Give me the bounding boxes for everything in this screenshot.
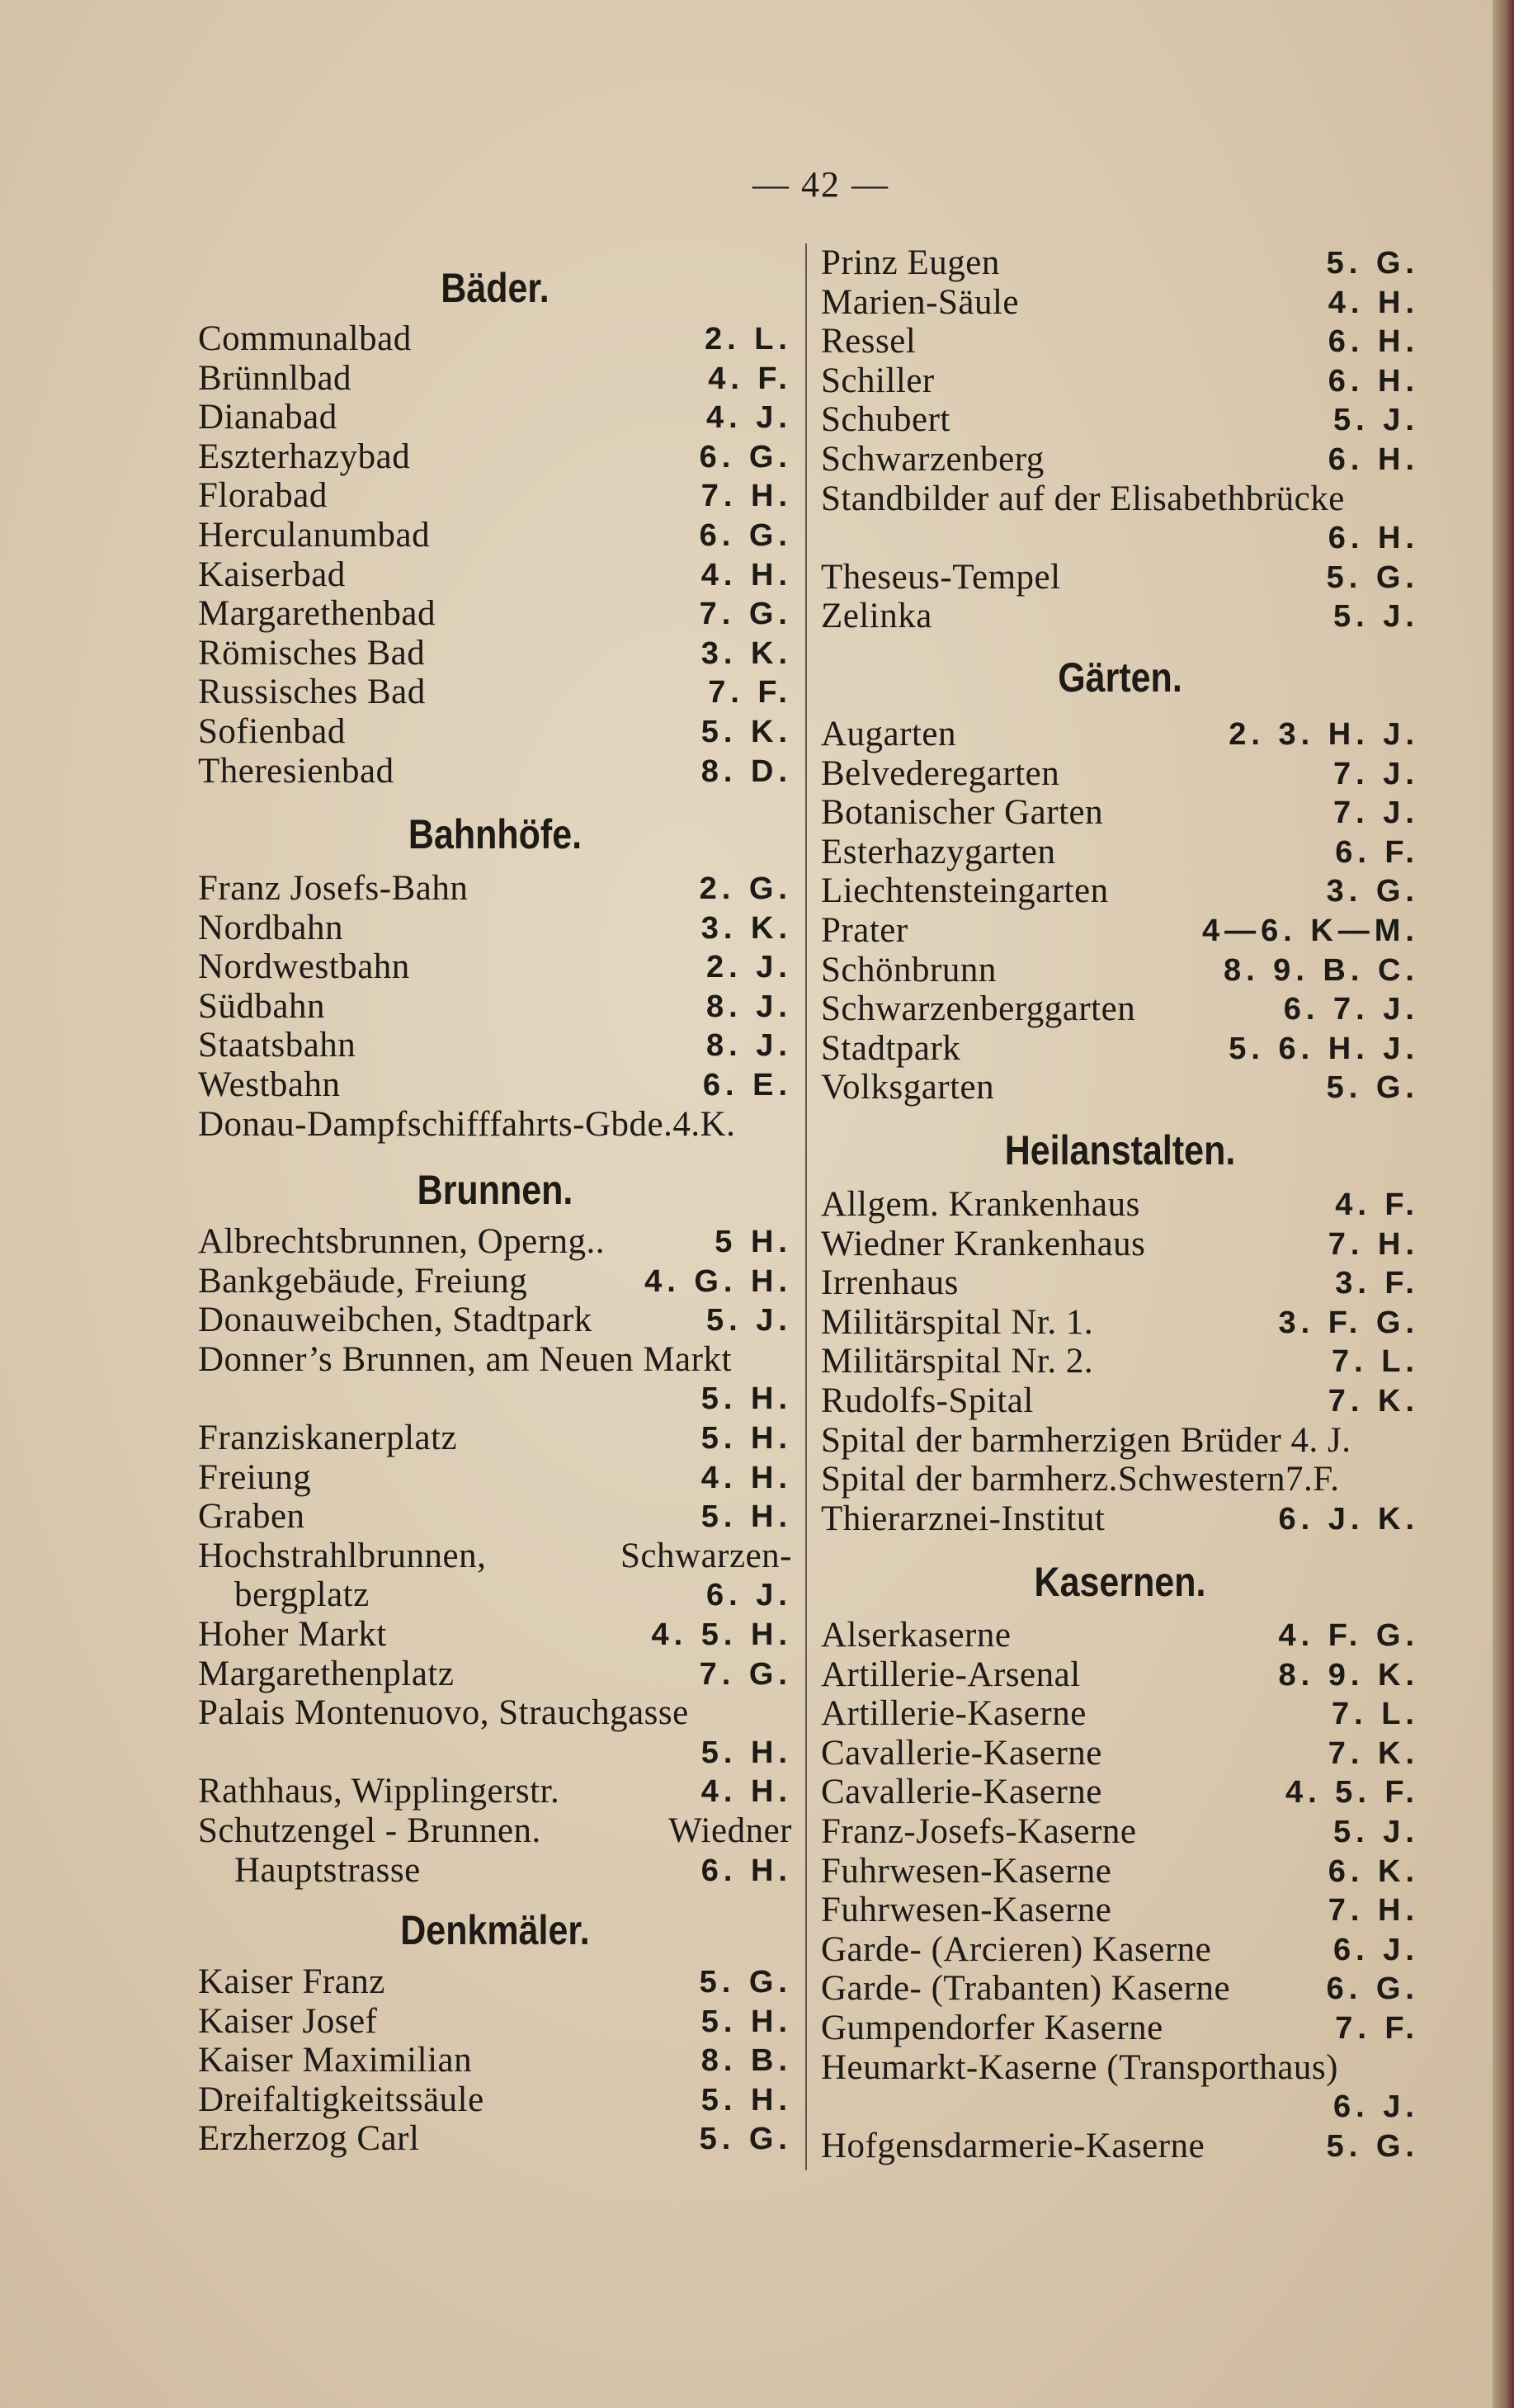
index-entry xyxy=(821,322,1419,361)
entry-name: Rudolfs-Spital xyxy=(821,1381,1034,1420)
entry-name: Garde- (Arcieren) Kaserne xyxy=(821,1929,1212,1969)
index-entry xyxy=(821,400,1419,440)
index-entry xyxy=(821,597,1419,636)
entry-name: Stadtpark xyxy=(821,1028,961,1068)
index-entry xyxy=(821,911,1419,951)
entry-name: Donner’s Brunnen, am Neuen Markt xyxy=(198,1339,732,1379)
map-reference: 4. 5. H. xyxy=(651,1617,792,1652)
entry-name: Herculanumbad xyxy=(198,516,431,555)
index-entry xyxy=(821,440,1419,479)
index-entry xyxy=(198,1301,792,1340)
entry-name: Schönbrunn xyxy=(821,950,997,989)
map-reference: 6. H. xyxy=(700,1853,792,1888)
entry-name: Schwarzenberggarten xyxy=(821,989,1136,1029)
map-reference: 5. H. xyxy=(700,1499,792,1535)
heading-kasernen: Kasernen. xyxy=(1034,1559,1206,1605)
map-reference: 7. J. xyxy=(1333,796,1419,831)
map-reference: 5. J. xyxy=(1333,403,1419,438)
index-entry xyxy=(821,1421,1419,1461)
map-reference: 6. G. xyxy=(1326,1971,1419,2007)
map-reference: 2. L. xyxy=(704,322,792,356)
map-reference: 5. J. xyxy=(706,1303,792,1339)
map-reference: 7. H. xyxy=(1328,1226,1419,1262)
heading-gaerten: Gärten. xyxy=(1058,654,1182,701)
map-reference: 8. B. xyxy=(700,2043,792,2079)
entry-name: Theseus-Tempel xyxy=(821,557,1061,597)
entry-name: Kaiser Franz xyxy=(198,1962,385,2001)
entry-name: Fuhrwesen-Kaserne xyxy=(821,1891,1112,1930)
index-entry xyxy=(198,1851,792,1891)
map-reference: 6. E. xyxy=(702,1068,792,1102)
entry-name: Nordbahn xyxy=(198,908,343,947)
index-entry xyxy=(821,1969,1419,2009)
heading-brunnen: Brunnen. xyxy=(417,1167,573,1213)
map-reference: 6. F. xyxy=(1335,834,1419,870)
heading-denkmaeler: Denkmäler. xyxy=(400,1907,590,1953)
index-entry xyxy=(821,1263,1419,1303)
entry-name: Hauptstrasse xyxy=(234,1850,421,1890)
entry-name: Militärspital Nr. 2. xyxy=(821,1342,1094,1381)
index-entry xyxy=(821,243,1419,283)
entry-name: Artillerie-Arsenal xyxy=(821,1655,1081,1694)
page-number: — 42 — xyxy=(752,164,889,205)
entry-name: Wiedner Krankenhaus xyxy=(821,1224,1146,1263)
entry-name: Donau-Dampfschifffahrts-Gbde.4.K. xyxy=(198,1104,736,1144)
map-reference: 4. F. G. xyxy=(1278,1618,1419,1653)
entry-name: Kaiserbad xyxy=(198,555,346,594)
map-reference: 3. K. xyxy=(700,635,792,671)
entry-name: Russisches Bad xyxy=(198,673,426,712)
index-entry xyxy=(821,1852,1419,1891)
entry-name: Freiung xyxy=(198,1457,312,1497)
map-reference: 8. J. xyxy=(706,1028,792,1064)
map-reference: 3. F. G. xyxy=(1278,1305,1419,1340)
index-entry xyxy=(821,754,1419,794)
entry-name: Nordwestbahn xyxy=(198,947,410,987)
map-reference: 5. H. xyxy=(700,1735,792,1770)
entry-name: Palais Montenuovo, Strauchgasse xyxy=(198,1693,689,1733)
map-reference: 6. J. xyxy=(1333,1932,1419,1967)
index-entry xyxy=(198,359,792,399)
index-entry xyxy=(198,1811,792,1851)
index-entry xyxy=(198,1615,792,1655)
map-reference: 6. J. xyxy=(1333,2089,1419,2125)
entry-name: Prater xyxy=(821,911,908,950)
map-reference: 7. K. xyxy=(1328,1384,1419,1419)
entry-name: Alserkaserne xyxy=(821,1616,1012,1655)
index-entry xyxy=(821,1381,1419,1421)
index-entry xyxy=(821,2087,1419,2127)
index-entry xyxy=(821,1499,1419,1539)
map-reference: 7. G. xyxy=(699,1656,792,1692)
entry-name: Heumarkt-Kaserne (Transporthaus) xyxy=(821,2047,1338,2087)
entry-name: Margarethenplatz xyxy=(198,1654,455,1693)
map-reference: 3. G. xyxy=(1326,874,1419,909)
map-reference: 7. F. xyxy=(1335,2011,1419,2046)
map-reference: 6. K. xyxy=(1328,1853,1419,1889)
entry-name: Cavallerie-Kaserne xyxy=(821,1733,1102,1773)
index-entry xyxy=(821,1773,1419,1812)
index-entry xyxy=(198,516,792,555)
entry-name: Franz-Josefs-Kaserne xyxy=(821,1812,1137,1851)
entry-name: Margarethenbad xyxy=(198,594,436,634)
index-entry xyxy=(821,793,1419,833)
entry-name: Cavallerie-Kaserne xyxy=(821,1773,1102,1812)
index-entry xyxy=(198,1497,792,1537)
entry-name: Dianabad xyxy=(198,398,337,437)
entry-name: Gumpendorfer Kaserne xyxy=(821,2009,1163,2047)
entry-name: Dreifaltigkeitssäule xyxy=(198,2080,484,2119)
entry-name: Römisches Bad xyxy=(198,633,426,673)
index-entry xyxy=(821,1225,1419,1264)
entry-name: Südbahn xyxy=(198,986,325,1026)
index-entry xyxy=(821,2048,1419,2088)
index-entry xyxy=(821,1342,1419,1381)
heading-heilanstalten: Heilanstalten. xyxy=(1004,1127,1236,1173)
map-reference: 4. J. xyxy=(706,400,792,436)
map-reference: 4. 5. F. xyxy=(1285,1775,1419,1811)
heading-bahnhoefe: Bahnhöfe. xyxy=(408,811,582,857)
entry-name: Schwarzenberg xyxy=(821,440,1045,479)
entry-name: Hofgensdarmerie-Kaserne xyxy=(821,2126,1205,2165)
index-entry xyxy=(821,2009,1419,2048)
map-reference: 5. G. xyxy=(699,2122,792,2157)
index-entry xyxy=(198,1772,792,1811)
index-entry xyxy=(198,1379,792,1419)
entry-name: Belvederegarten xyxy=(821,753,1060,793)
map-reference: 2. 3. H. J. xyxy=(1229,717,1419,752)
map-reference: 6. J. xyxy=(706,1578,792,1613)
index-entry xyxy=(198,987,792,1027)
index-entry xyxy=(821,1891,1419,1930)
index-entry xyxy=(821,1616,1419,1655)
map-reference: 2. G. xyxy=(699,871,792,906)
page-edge xyxy=(1493,0,1514,2408)
entry-name: Kaiser Josef xyxy=(198,2001,378,2041)
index-entry xyxy=(821,1812,1419,1852)
entry-name: Hochstrahlbrunnen, xyxy=(198,1536,487,1575)
map-reference: 7. J. xyxy=(1333,756,1419,791)
entry-name: Militärspital Nr. 1. xyxy=(821,1302,1094,1342)
index-entry xyxy=(198,869,792,909)
map-reference: 5. G. xyxy=(1326,2128,1419,2164)
entry-name: Fuhrwesen-Kaserne xyxy=(821,1851,1112,1891)
map-reference: 7. K. xyxy=(1328,1735,1419,1771)
map-reference: 6. G. xyxy=(699,439,792,475)
index-entry xyxy=(821,558,1419,597)
index-entry xyxy=(198,1340,792,1380)
heading-baeder: Bäder. xyxy=(441,265,549,311)
map-reference: 7. L. xyxy=(1331,1697,1419,1732)
map-reference: 6. H. xyxy=(1328,521,1419,556)
map-reference: 5. G. xyxy=(1326,1070,1419,1106)
map-reference: 7. H. xyxy=(700,479,792,514)
entry-name: Staatsbahn xyxy=(198,1026,356,1065)
map-reference: 5. H. xyxy=(700,1381,792,1417)
map-reference: 6. H. xyxy=(1328,324,1419,360)
entry-name: Botanischer Garten xyxy=(821,793,1104,833)
index-entry xyxy=(198,673,792,712)
index-entry xyxy=(198,319,792,359)
index-entry xyxy=(198,712,792,752)
entry-name: Thierarznei-Institut xyxy=(821,1499,1106,1538)
index-entry xyxy=(198,1105,792,1145)
entry-name: Graben xyxy=(198,1497,305,1537)
index-entry xyxy=(198,1065,792,1105)
entry-name: Franziskanerplatz xyxy=(198,1419,458,1457)
index-entry xyxy=(198,1026,792,1065)
map-reference: 4. F. xyxy=(708,361,792,396)
entry-name: Sofienbad xyxy=(198,712,346,751)
index-entry xyxy=(198,1419,792,1458)
map-reference: 7. G. xyxy=(699,597,792,632)
map-reference: 4. H. xyxy=(700,557,792,593)
index-entry xyxy=(198,634,792,673)
map-reference: 7. F. xyxy=(708,675,792,711)
index-entry xyxy=(198,1575,792,1615)
map-reference: 5 H. xyxy=(715,1225,792,1259)
map-reference: 4. H. xyxy=(700,1460,792,1495)
map-reference: 6. H. xyxy=(1328,442,1419,477)
entry-name: Irrenhaus xyxy=(821,1263,959,1303)
index-entry xyxy=(821,518,1419,558)
index-entry xyxy=(198,1537,792,1576)
entry-name: Franz Josefs-Bahn xyxy=(198,869,469,908)
index-entry xyxy=(821,1303,1419,1343)
entry-name: Allgem. Krankenhaus xyxy=(821,1185,1140,1224)
entry-name: bergplatz xyxy=(234,1575,370,1615)
index-entry xyxy=(821,479,1419,519)
map-reference: 5. H. xyxy=(700,1421,792,1456)
index-entry xyxy=(821,283,1419,323)
entry-name: Bankgebäude, Freiung xyxy=(198,1261,528,1301)
entry-name: Hoher Markt xyxy=(198,1615,387,1654)
map-reference: 8. D. xyxy=(700,753,792,789)
index-entry xyxy=(821,1460,1419,1499)
map-reference: 5. H. xyxy=(700,2082,792,2118)
map-reference: 6. G. xyxy=(699,518,792,553)
index-entry xyxy=(821,871,1419,911)
map-reference: 5. G. xyxy=(1326,560,1419,595)
map-reference: 8. 9. B. C. xyxy=(1223,952,1419,988)
index-entry xyxy=(821,833,1419,872)
entry-name: Standbilder auf der Elisabethbrücke xyxy=(821,479,1345,518)
index-entry xyxy=(821,2127,1419,2166)
entry-name: Schiller xyxy=(821,361,935,400)
index-entry xyxy=(821,1734,1419,1773)
entry-name: Volksgarten xyxy=(821,1068,995,1107)
index-entry xyxy=(198,1733,792,1773)
index-entry xyxy=(198,909,792,948)
entry-name: Eszterhazybad xyxy=(198,437,411,476)
map-reference: 8. 9. K. xyxy=(1278,1657,1419,1693)
column-divider xyxy=(805,243,807,2170)
index-entry xyxy=(198,1458,792,1498)
index-entry xyxy=(198,1262,792,1301)
index-entry xyxy=(198,437,792,477)
map-reference: 5. 6. H. J. xyxy=(1229,1031,1419,1066)
entry-name: Garde- (Trabanten) Kaserne xyxy=(821,1969,1231,2009)
entry-name: Erzherzog Carl xyxy=(198,2119,420,2159)
index-entry xyxy=(198,1962,792,2002)
map-reference: 4. G. H. xyxy=(644,1263,792,1299)
map-reference: 4. H. xyxy=(1328,285,1419,320)
map-reference: 6. J. K. xyxy=(1278,1501,1419,1537)
map-reference: 5. G. xyxy=(1326,246,1419,281)
index-entry xyxy=(198,1655,792,1694)
index-entry xyxy=(198,555,792,595)
entry-name: Spital der barmherz.Schwestern7.F. xyxy=(821,1460,1340,1499)
entry-name: Rathhaus, Wipplingerstr. xyxy=(198,1772,560,1811)
map-reference: 5. K. xyxy=(700,715,792,749)
index-entry xyxy=(198,752,792,791)
index-entry xyxy=(198,947,792,987)
map-reference: 5. G. xyxy=(699,1965,792,2000)
index-entry xyxy=(821,1930,1419,1970)
index-entry xyxy=(821,715,1419,754)
index-entry xyxy=(821,1694,1419,1734)
index-entry xyxy=(821,1029,1419,1069)
index-entry xyxy=(198,1693,792,1733)
index-entry xyxy=(821,951,1419,990)
entry-continuation: Wiedner xyxy=(668,1811,792,1850)
entry-continuation: Schwarzen- xyxy=(620,1536,792,1575)
entry-name: Marien-Säule xyxy=(821,282,1020,322)
entry-name: Florabad xyxy=(198,476,328,516)
map-reference: 4—6. K—M. xyxy=(1201,914,1419,948)
entry-name: Zelinka xyxy=(821,597,932,636)
map-reference: 3. F. xyxy=(1335,1266,1419,1301)
index-entry xyxy=(198,594,792,634)
entry-name: Esterhazygarten xyxy=(821,832,1056,871)
map-reference: 6. H. xyxy=(1328,363,1419,399)
map-reference: 5. J. xyxy=(1333,599,1419,635)
map-reference: 5. J. xyxy=(1333,1815,1419,1849)
entry-name: Westbahn xyxy=(198,1065,341,1104)
entry-name: Kaiser Maximilian xyxy=(198,2041,473,2080)
entry-name: Liechtensteingarten xyxy=(821,871,1109,911)
entry-name: Albrechtsbrunnen, Operng.. xyxy=(198,1222,606,1261)
entry-name: Theresienbad xyxy=(198,751,394,791)
entry-name: Ressel xyxy=(821,322,917,361)
map-reference: 5. H. xyxy=(700,2004,792,2039)
index-entry xyxy=(198,2002,792,2042)
index-entry xyxy=(198,398,792,437)
index-entry xyxy=(821,361,1419,401)
entry-name: Prinz Eugen xyxy=(821,243,1000,282)
map-reference: 3. K. xyxy=(700,910,792,946)
index-entry xyxy=(821,1655,1419,1695)
index-entry xyxy=(821,1068,1419,1107)
index-entry xyxy=(821,1185,1419,1225)
index-entry xyxy=(198,2080,792,2120)
map-reference: 2. J. xyxy=(706,950,792,985)
index-entry xyxy=(198,2041,792,2080)
index-entry xyxy=(198,1222,792,1262)
index-entry xyxy=(821,989,1419,1029)
map-reference: 4. H. xyxy=(700,1774,792,1810)
map-reference: 7. H. xyxy=(1328,1893,1419,1929)
entry-name: Brünnlbad xyxy=(198,358,352,398)
index-entry xyxy=(198,2119,792,2159)
map-reference: 6. 7. J. xyxy=(1283,992,1419,1027)
entry-name: Augarten xyxy=(821,715,956,753)
entry-name: Artillerie-Kaserne xyxy=(821,1694,1087,1734)
map-reference: 4. F. xyxy=(1335,1187,1419,1222)
index-entry xyxy=(198,476,792,516)
map-reference: 8. J. xyxy=(706,989,792,1024)
entry-name: Donauweibchen, Stadtpark xyxy=(198,1301,592,1340)
entry-name: Communalbad xyxy=(198,319,412,358)
map-reference: 7. L. xyxy=(1331,1344,1419,1380)
entry-name: Schubert xyxy=(821,400,950,440)
entry-name: Spital der barmherzigen Brüder 4. J. xyxy=(821,1420,1351,1460)
entry-name: Schutzengel - Brunnen. xyxy=(198,1811,541,1850)
